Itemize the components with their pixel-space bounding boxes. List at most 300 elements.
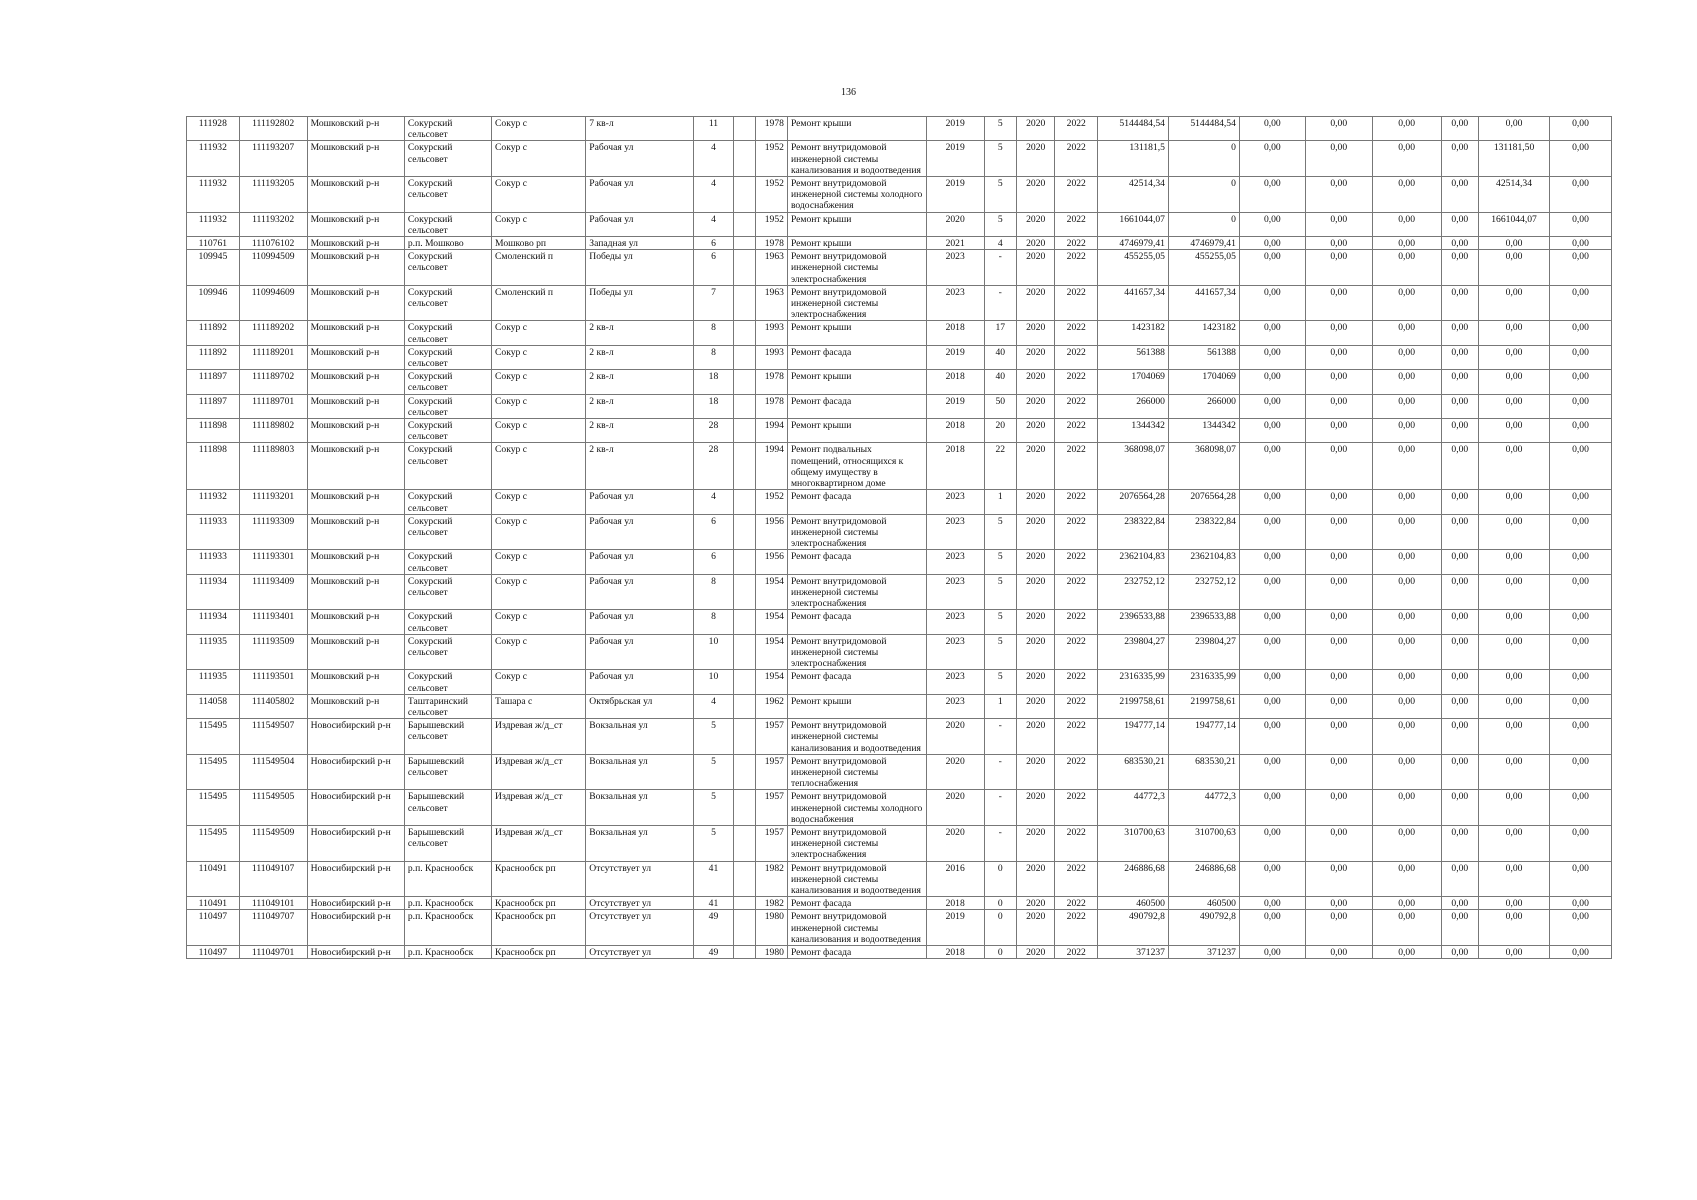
cell-district: Мошковский р-н: [307, 514, 404, 550]
cell-end-year: 2022: [1055, 861, 1098, 897]
cell-house-number: 5: [693, 790, 734, 826]
cell-build-year: 1962: [755, 694, 787, 718]
cell-owner-funds: 0,00: [1441, 419, 1479, 443]
cell-build-year: 1957: [755, 825, 787, 861]
cell-house-id: 111898: [187, 419, 240, 443]
cell-work-type: Ремонт фасада: [787, 490, 926, 514]
cell-object-id: 111193401: [239, 610, 307, 634]
cell-object-id: 111193501: [239, 670, 307, 694]
table-row: [187, 670, 1612, 694]
cell-other-funds: 0,00: [1479, 754, 1550, 790]
cell-owner-funds: 0,00: [1441, 237, 1479, 250]
cell-building: [734, 694, 755, 718]
cell-work-type: Ремонт крыши: [787, 212, 926, 236]
cell-municipality: р.п. Краснообск: [404, 946, 491, 959]
cell-work-type: Ремонт подвальных помещений, относящихся к общему имуществу в многоквартирном доме: [787, 443, 926, 490]
cell-locality: Краснообск рп: [492, 946, 586, 959]
cell-end-year: 2022: [1055, 443, 1098, 490]
cell-build-year: 1978: [755, 237, 787, 250]
cell-other-funds: 0,00: [1479, 610, 1550, 634]
cell-other-funds: 42514,34: [1479, 177, 1550, 213]
cell-wear: 20: [984, 419, 1016, 443]
cell-object-id: 111049101: [239, 897, 307, 910]
cell-extra-funds: 0,00: [1550, 177, 1612, 213]
table-row: [187, 946, 1612, 959]
cell-house-number: 5: [693, 825, 734, 861]
cell-building: [734, 177, 755, 213]
cell-municipality: р.п. Краснообск: [404, 910, 491, 946]
cell-fund-cost: 2076564,28: [1168, 490, 1239, 514]
cell-street: Рабочая ул: [586, 490, 693, 514]
cell-owner-funds: 0,00: [1441, 825, 1479, 861]
cell-plan-year: 2023: [926, 550, 984, 574]
cell-build-year: 1954: [755, 634, 787, 670]
cell-regional-funds: 0,00: [1305, 250, 1372, 286]
cell-work-type: Ремонт крыши: [787, 419, 926, 443]
cell-district: Новосибирский р-н: [307, 897, 404, 910]
cell-wear: -: [984, 250, 1016, 286]
cell-total-cost: 246886,68: [1098, 861, 1169, 897]
cell-other-funds: 0,00: [1479, 719, 1550, 755]
cell-municipality: Барышевский сельсовет: [404, 754, 491, 790]
cell-federal-funds: 0,00: [1239, 177, 1305, 213]
cell-work-type: Ремонт внутридомовой инженерной системы электроснабжения: [787, 285, 926, 321]
cell-start-year: 2020: [1016, 177, 1055, 213]
cell-wear: 0: [984, 946, 1016, 959]
cell-locality: Сокур с: [492, 370, 586, 394]
cell-local-funds: 0,00: [1372, 237, 1441, 250]
table-row: [187, 212, 1612, 236]
cell-regional-funds: 0,00: [1305, 790, 1372, 826]
cell-end-year: 2022: [1055, 719, 1098, 755]
cell-owner-funds: 0,00: [1441, 321, 1479, 345]
cell-end-year: 2022: [1055, 946, 1098, 959]
table-row: [187, 370, 1612, 394]
cell-object-id: 111049707: [239, 910, 307, 946]
cell-local-funds: 0,00: [1372, 514, 1441, 550]
cell-extra-funds: 0,00: [1550, 250, 1612, 286]
cell-district: Новосибирский р-н: [307, 790, 404, 826]
cell-house-number: 4: [693, 212, 734, 236]
cell-extra-funds: 0,00: [1550, 550, 1612, 574]
cell-district: Новосибирский р-н: [307, 719, 404, 755]
cell-work-type: Ремонт фасада: [787, 670, 926, 694]
cell-extra-funds: 0,00: [1550, 370, 1612, 394]
cell-work-type: Ремонт фасада: [787, 897, 926, 910]
cell-local-funds: 0,00: [1372, 212, 1441, 236]
cell-municipality: Барышевский сельсовет: [404, 825, 491, 861]
cell-end-year: 2022: [1055, 419, 1098, 443]
cell-building: [734, 550, 755, 574]
cell-start-year: 2020: [1016, 285, 1055, 321]
cell-district: Новосибирский р-н: [307, 825, 404, 861]
cell-house-id: 115495: [187, 825, 240, 861]
cell-house-id: 114058: [187, 694, 240, 718]
cell-street: Отсутствует ул: [586, 897, 693, 910]
cell-street: Рабочая ул: [586, 610, 693, 634]
cell-municipality: Сокурский сельсовет: [404, 670, 491, 694]
cell-district: Новосибирский р-н: [307, 946, 404, 959]
cell-work-type: Ремонт фасада: [787, 550, 926, 574]
cell-end-year: 2022: [1055, 574, 1098, 610]
cell-district: Мошковский р-н: [307, 237, 404, 250]
cell-municipality: Барышевский сельсовет: [404, 719, 491, 755]
cell-plan-year: 2023: [926, 250, 984, 286]
cell-house-number: 8: [693, 610, 734, 634]
cell-fund-cost: 0: [1168, 177, 1239, 213]
cell-build-year: 1954: [755, 574, 787, 610]
cell-work-type: Ремонт внутридомовой инженерной системы канализования и водоотведения: [787, 141, 926, 177]
cell-total-cost: 441657,34: [1098, 285, 1169, 321]
cell-other-funds: 0,00: [1479, 117, 1550, 141]
cell-locality: Сокур с: [492, 321, 586, 345]
cell-regional-funds: 0,00: [1305, 141, 1372, 177]
cell-municipality: Сокурский сельсовет: [404, 443, 491, 490]
cell-work-type: Ремонт внутридомовой инженерной системы электроснабжения: [787, 514, 926, 550]
cell-locality: Смоленский п: [492, 250, 586, 286]
cell-work-type: Ремонт фасада: [787, 345, 926, 369]
cell-federal-funds: 0,00: [1239, 141, 1305, 177]
cell-object-id: 111549509: [239, 825, 307, 861]
cell-owner-funds: 0,00: [1441, 394, 1479, 418]
cell-plan-year: 2020: [926, 719, 984, 755]
cell-fund-cost: 441657,34: [1168, 285, 1239, 321]
cell-start-year: 2020: [1016, 694, 1055, 718]
cell-plan-year: 2020: [926, 754, 984, 790]
cell-street: Победы ул: [586, 285, 693, 321]
cell-local-funds: 0,00: [1372, 394, 1441, 418]
table-row: [187, 861, 1612, 897]
cell-house-id: 111935: [187, 670, 240, 694]
cell-locality: Сокур с: [492, 634, 586, 670]
cell-regional-funds: 0,00: [1305, 490, 1372, 514]
cell-plan-year: 2018: [926, 897, 984, 910]
cell-fund-cost: 455255,05: [1168, 250, 1239, 286]
cell-local-funds: 0,00: [1372, 250, 1441, 286]
cell-local-funds: 0,00: [1372, 419, 1441, 443]
cell-start-year: 2020: [1016, 490, 1055, 514]
cell-build-year: 1982: [755, 861, 787, 897]
table-row: [187, 443, 1612, 490]
cell-extra-funds: 0,00: [1550, 719, 1612, 755]
cell-extra-funds: 0,00: [1550, 670, 1612, 694]
cell-total-cost: 239804,27: [1098, 634, 1169, 670]
cell-house-id: 115495: [187, 754, 240, 790]
cell-building: [734, 670, 755, 694]
cell-total-cost: 371237: [1098, 946, 1169, 959]
cell-municipality: р.п. Краснообск: [404, 861, 491, 897]
cell-end-year: 2022: [1055, 321, 1098, 345]
cell-local-funds: 0,00: [1372, 910, 1441, 946]
cell-work-type: Ремонт внутридомовой инженерной системы электроснабжения: [787, 250, 926, 286]
cell-street: Западная ул: [586, 237, 693, 250]
cell-start-year: 2020: [1016, 370, 1055, 394]
cell-total-cost: 2076564,28: [1098, 490, 1169, 514]
cell-regional-funds: 0,00: [1305, 610, 1372, 634]
cell-build-year: 1963: [755, 250, 787, 286]
cell-other-funds: 0,00: [1479, 419, 1550, 443]
cell-build-year: 1980: [755, 946, 787, 959]
cell-total-cost: 5144484,54: [1098, 117, 1169, 141]
cell-object-id: 111549505: [239, 790, 307, 826]
cell-house-number: 10: [693, 634, 734, 670]
cell-district: Мошковский р-н: [307, 610, 404, 634]
cell-work-type: Ремонт внутридомовой инженерной системы электроснабжения: [787, 825, 926, 861]
cell-federal-funds: 0,00: [1239, 443, 1305, 490]
cell-house-number: 4: [693, 490, 734, 514]
cell-regional-funds: 0,00: [1305, 345, 1372, 369]
cell-street: 2 кв-л: [586, 370, 693, 394]
cell-street: Отсутствует ул: [586, 861, 693, 897]
cell-local-funds: 0,00: [1372, 790, 1441, 826]
cell-house-number: 18: [693, 394, 734, 418]
cell-start-year: 2020: [1016, 550, 1055, 574]
cell-start-year: 2020: [1016, 345, 1055, 369]
cell-district: Мошковский р-н: [307, 370, 404, 394]
cell-regional-funds: 0,00: [1305, 861, 1372, 897]
cell-regional-funds: 0,00: [1305, 754, 1372, 790]
cell-end-year: 2022: [1055, 790, 1098, 826]
cell-other-funds: 0,00: [1479, 694, 1550, 718]
cell-building: [734, 610, 755, 634]
cell-regional-funds: 0,00: [1305, 177, 1372, 213]
cell-building: [734, 394, 755, 418]
cell-extra-funds: 0,00: [1550, 490, 1612, 514]
cell-house-number: 11: [693, 117, 734, 141]
cell-wear: 40: [984, 370, 1016, 394]
cell-wear: 50: [984, 394, 1016, 418]
cell-extra-funds: 0,00: [1550, 443, 1612, 490]
cell-regional-funds: 0,00: [1305, 237, 1372, 250]
cell-house-number: 5: [693, 754, 734, 790]
cell-street: Рабочая ул: [586, 177, 693, 213]
cell-total-cost: 2316335,99: [1098, 670, 1169, 694]
cell-regional-funds: 0,00: [1305, 212, 1372, 236]
cell-district: Мошковский р-н: [307, 177, 404, 213]
table-row: [187, 285, 1612, 321]
cell-object-id: 111189201: [239, 345, 307, 369]
cell-extra-funds: 0,00: [1550, 825, 1612, 861]
cell-start-year: 2020: [1016, 237, 1055, 250]
table-row: [187, 117, 1612, 141]
cell-build-year: 1956: [755, 550, 787, 574]
cell-other-funds: 0,00: [1479, 825, 1550, 861]
cell-building: [734, 285, 755, 321]
table-row: [187, 694, 1612, 718]
cell-other-funds: 0,00: [1479, 285, 1550, 321]
cell-start-year: 2020: [1016, 897, 1055, 910]
cell-end-year: 2022: [1055, 370, 1098, 394]
cell-total-cost: 455255,05: [1098, 250, 1169, 286]
cell-owner-funds: 0,00: [1441, 370, 1479, 394]
cell-wear: 5: [984, 117, 1016, 141]
cell-object-id: 111192802: [239, 117, 307, 141]
cell-plan-year: 2023: [926, 490, 984, 514]
cell-owner-funds: 0,00: [1441, 117, 1479, 141]
table-row: [187, 490, 1612, 514]
cell-object-id: 111049701: [239, 946, 307, 959]
cell-house-id: 110491: [187, 897, 240, 910]
cell-start-year: 2020: [1016, 910, 1055, 946]
cell-regional-funds: 0,00: [1305, 897, 1372, 910]
cell-fund-cost: 310700,63: [1168, 825, 1239, 861]
cell-fund-cost: 5144484,54: [1168, 117, 1239, 141]
cell-house-number: 28: [693, 419, 734, 443]
cell-end-year: 2022: [1055, 345, 1098, 369]
cell-locality: Краснообск рп: [492, 897, 586, 910]
cell-municipality: Сокурский сельсовет: [404, 574, 491, 610]
cell-district: Мошковский р-н: [307, 345, 404, 369]
cell-house-number: 8: [693, 321, 734, 345]
cell-end-year: 2022: [1055, 610, 1098, 634]
cell-local-funds: 0,00: [1372, 345, 1441, 369]
table-row: [187, 321, 1612, 345]
cell-object-id: 111189802: [239, 419, 307, 443]
cell-owner-funds: 0,00: [1441, 550, 1479, 574]
cell-extra-funds: 0,00: [1550, 345, 1612, 369]
cell-building: [734, 946, 755, 959]
cell-build-year: 1957: [755, 719, 787, 755]
cell-end-year: 2022: [1055, 141, 1098, 177]
cell-municipality: Сокурский сельсовет: [404, 394, 491, 418]
cell-fund-cost: 238322,84: [1168, 514, 1239, 550]
cell-local-funds: 0,00: [1372, 825, 1441, 861]
cell-local-funds: 0,00: [1372, 550, 1441, 574]
cell-federal-funds: 0,00: [1239, 897, 1305, 910]
cell-municipality: Сокурский сельсовет: [404, 634, 491, 670]
cell-build-year: 1957: [755, 754, 787, 790]
cell-house-id: 111892: [187, 345, 240, 369]
cell-plan-year: 2019: [926, 141, 984, 177]
cell-start-year: 2020: [1016, 861, 1055, 897]
cell-end-year: 2022: [1055, 177, 1098, 213]
cell-district: Мошковский р-н: [307, 443, 404, 490]
cell-work-type: Ремонт внутридомовой инженерной системы электроснабжения: [787, 574, 926, 610]
cell-owner-funds: 0,00: [1441, 754, 1479, 790]
cell-other-funds: 0,00: [1479, 946, 1550, 959]
cell-building: [734, 345, 755, 369]
cell-local-funds: 0,00: [1372, 177, 1441, 213]
cell-local-funds: 0,00: [1372, 285, 1441, 321]
cell-fund-cost: 0: [1168, 141, 1239, 177]
cell-regional-funds: 0,00: [1305, 946, 1372, 959]
cell-federal-funds: 0,00: [1239, 490, 1305, 514]
cell-wear: -: [984, 825, 1016, 861]
table-row: [187, 897, 1612, 910]
table-row: [187, 790, 1612, 826]
table-row: [187, 419, 1612, 443]
cell-locality: Сокур с: [492, 670, 586, 694]
cell-locality: Сокур с: [492, 490, 586, 514]
cell-building: [734, 212, 755, 236]
cell-fund-cost: 2396533,88: [1168, 610, 1239, 634]
cell-building: [734, 141, 755, 177]
cell-other-funds: 0,00: [1479, 394, 1550, 418]
cell-district: Новосибирский р-н: [307, 861, 404, 897]
cell-total-cost: 4746979,41: [1098, 237, 1169, 250]
cell-build-year: 1993: [755, 321, 787, 345]
cell-federal-funds: 0,00: [1239, 321, 1305, 345]
cell-fund-cost: 0: [1168, 212, 1239, 236]
cell-district: Новосибирский р-н: [307, 910, 404, 946]
cell-federal-funds: 0,00: [1239, 790, 1305, 826]
cell-street: Рабочая ул: [586, 514, 693, 550]
cell-other-funds: 0,00: [1479, 237, 1550, 250]
cell-municipality: Барышевский сельсовет: [404, 790, 491, 826]
cell-federal-funds: 0,00: [1239, 237, 1305, 250]
cell-street: Рабочая ул: [586, 212, 693, 236]
cell-house-number: 6: [693, 514, 734, 550]
cell-district: Мошковский р-н: [307, 490, 404, 514]
cell-municipality: Сокурский сельсовет: [404, 250, 491, 286]
cell-regional-funds: 0,00: [1305, 514, 1372, 550]
cell-house-number: 6: [693, 250, 734, 286]
cell-wear: 0: [984, 861, 1016, 897]
cell-build-year: 1982: [755, 897, 787, 910]
cell-owner-funds: 0,00: [1441, 634, 1479, 670]
cell-start-year: 2020: [1016, 610, 1055, 634]
cell-local-funds: 0,00: [1372, 719, 1441, 755]
cell-fund-cost: 490792,8: [1168, 910, 1239, 946]
cell-other-funds: 0,00: [1479, 574, 1550, 610]
cell-owner-funds: 0,00: [1441, 910, 1479, 946]
cell-district: Мошковский р-н: [307, 694, 404, 718]
cell-end-year: 2022: [1055, 754, 1098, 790]
cell-district: Мошковский р-н: [307, 141, 404, 177]
cell-local-funds: 0,00: [1372, 443, 1441, 490]
cell-local-funds: 0,00: [1372, 694, 1441, 718]
cell-locality: Сокур с: [492, 394, 586, 418]
cell-other-funds: 0,00: [1479, 897, 1550, 910]
cell-start-year: 2020: [1016, 212, 1055, 236]
cell-extra-funds: 0,00: [1550, 694, 1612, 718]
cell-fund-cost: 44772,3: [1168, 790, 1239, 826]
cell-street: 2 кв-л: [586, 419, 693, 443]
cell-work-type: Ремонт внутридомовой инженерной системы канализования и водоотведения: [787, 910, 926, 946]
cell-object-id: 110994609: [239, 285, 307, 321]
cell-owner-funds: 0,00: [1441, 514, 1479, 550]
cell-district: Мошковский р-н: [307, 285, 404, 321]
cell-house-id: 110497: [187, 910, 240, 946]
cell-extra-funds: 0,00: [1550, 237, 1612, 250]
cell-building: [734, 370, 755, 394]
cell-federal-funds: 0,00: [1239, 514, 1305, 550]
cell-object-id: 111193301: [239, 550, 307, 574]
cell-total-cost: 44772,3: [1098, 790, 1169, 826]
cell-build-year: 1980: [755, 910, 787, 946]
cell-fund-cost: 1704069: [1168, 370, 1239, 394]
cell-owner-funds: 0,00: [1441, 212, 1479, 236]
cell-district: Мошковский р-н: [307, 212, 404, 236]
cell-district: Мошковский р-н: [307, 321, 404, 345]
cell-district: Мошковский р-н: [307, 117, 404, 141]
cell-locality: Сокур с: [492, 514, 586, 550]
cell-work-type: Ремонт фасада: [787, 394, 926, 418]
cell-house-number: 4: [693, 141, 734, 177]
cell-wear: 17: [984, 321, 1016, 345]
cell-plan-year: 2023: [926, 285, 984, 321]
cell-house-number: 4: [693, 694, 734, 718]
cell-work-type: Ремонт крыши: [787, 694, 926, 718]
cell-street: Отсутствует ул: [586, 910, 693, 946]
cell-locality: Смоленский п: [492, 285, 586, 321]
cell-building: [734, 514, 755, 550]
cell-total-cost: 1704069: [1098, 370, 1169, 394]
cell-end-year: 2022: [1055, 670, 1098, 694]
cell-object-id: 111193509: [239, 634, 307, 670]
cell-owner-funds: 0,00: [1441, 610, 1479, 634]
cell-work-type: Ремонт внутридомовой инженерной системы канализования и водоотведения: [787, 719, 926, 755]
